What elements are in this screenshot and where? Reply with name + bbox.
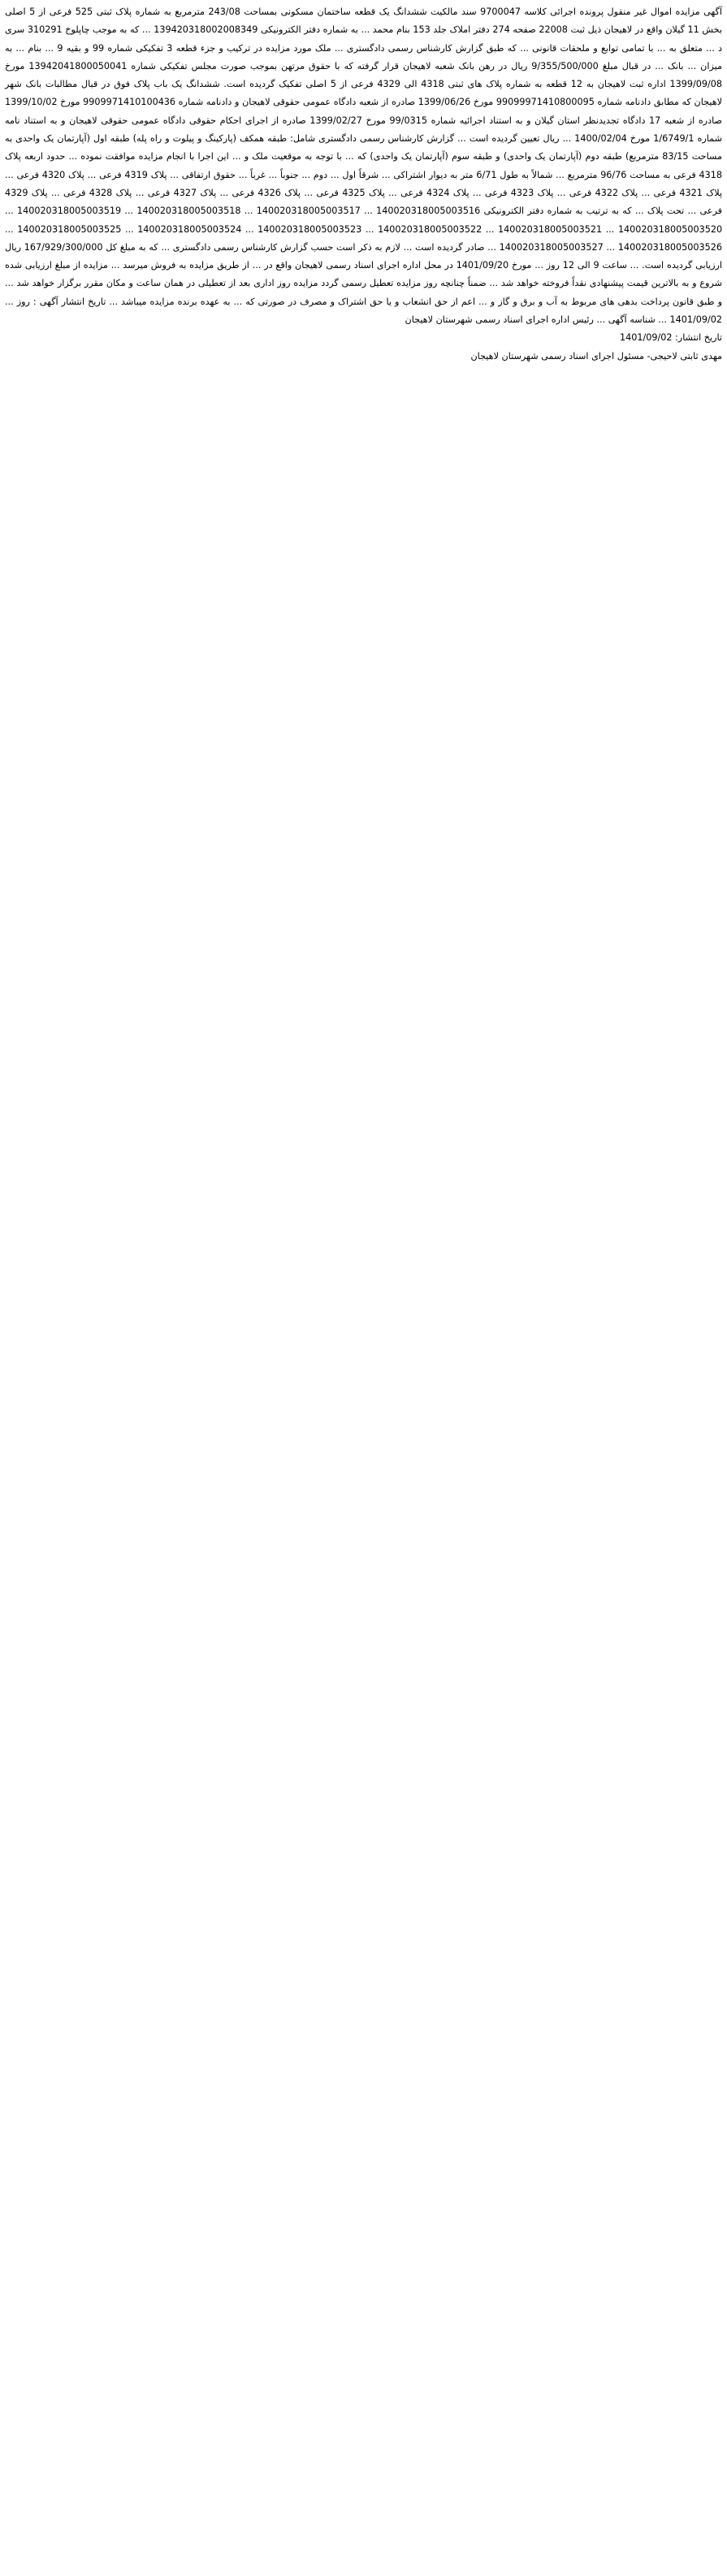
notice-body: آگهی مزایده اموال غیر منقول پرونده اجرائی کلاسه 9700047 سند مالکیت ششدانگ یک قطعه ساختمان مسکونی بمساحت 243/08 مترمربع به شماره پلاک ثبتی 525 فرعی از 5 اصلی بخش 11 گیلان واقع در لاهیجان ذیل ثبت 22008 صفحه 274 دفتر املاک جلد 153 بنام محمد ... به شماره دفتر الکترونیکی 139420318002008349 ... که به موجب چاپلوخ 310291 سری د ... متعلق به ... با تمامی توابع و ملحقات قانونی ... که طبق گزارش کارشناس رسمی دادگستری ... ملک مورد مزایده در ترکیب و جزء قطعه 3 تفکیکی شماره 99 و بقیه 9 ... بنام ... به میزان ... بانک ... در قبال مبلغ 9/355/500/000 ریال در رهن بانک شعبه لاهیجان قرار گرفته که با حقوق مرتهن بموجب صورت مجلس تفکیکی شماره 13942041800050041 مورخ 1399/09/08 اداره ثبت لاهیجان به 12 قطعه به شماره پلاک های ثبتی 4318 الی 4329 فرعی از 5 اصلی تفکیک گردیده است. ششدانگ یک باب پلاک فوق در قبال مطالبات بانک شهر لاهیجان که مطابق دادنامه شماره 99099971410800095 مورخ 1399/06/26 صادره از شعبه دادگاه عمومی حقوقی لاهیجان و دادنامه شماره 9909971410100436 مورخ 1399/10/02 صادره از شعبه 17 دادگاه تجدیدنظر استان گیلان و به استناد اجرائیه شماره 99/0315 مورخ 1399/02/27 صادره از اجرای احکام حقوقی دادگاه عمومی حقوقی لاهیجان و به استناد نامه شماره 1/6749/1 مورخ 1400/02/04 ... ریال تعیین گردیده است ... گزارش کارشناس رسمی دادگستری شامل: طبقه همکف (پارکینگ و پیلوت و راه پله) طبقه اول (آپارتمان یک واحدی به مساحت 83/15 مترمربع) طبقه دوم (آپارتمان یک واحدی) و طبقه سوم (آپارتمان یک واحدی) که ... با توجه به موقعیت ملک و ... این اجرا با انجام مزایده موافقت نموده ... حدود اربعه پلاک 4318 فرعی به مساحت 96/76 مترمربع ... شمالاً به طول 6/71 متر به دیوار اشتراکی ... شرقاً اول ... دوم ... جنوباً ... غرباً ... حقوق ارتفاقی ... پلاک 4319 فرعی ... پلاک 4320 فرعی ... پلاک 4321 فرعی ... پلاک 4322 فرعی ... پلاک 4323 فرعی ... پلاک 4324 فرعی ... پلاک 4325 فرعی ... پلاک 4326 فرعی ... پلاک 4327 فرعی ... پلاک 4328 فرعی ... پلاک 4329 فرعی ... تحت پلاک ... که به ترتیب به شماره دفتر الکترونیکی 140020318005003516 ... 140020318005003517 ... 140020318005003518 ... 140020318005003519 ... 140020318005003520 ... 140020318005003521 ... 140020318005003522 ... 140020318005003523 ... 140020318005003524 ... 140020318005003525 ... 140020318005003526 ... 140020318005003527 ... صادر گردیده است ... لازم به ذکر است حسب گزارش کارشناس رسمی دادگستری ... که به مبلغ کل 167/929/300/000 ریال ارزیابی گردیده است. ... ساعت 9 الی 12 روز ... مورخ 1401/09/20 در محل اداره اجرای اسناد رسمی لاهیجان واقع در ... از طریق مزایده به فروش میرسد ... مزایده از مبلغ ارزیابی شده شروع و به بالاترین قیمت پیشنهادی نقداً فروخته خواهد شد ... ضمناً چنانچه روز مزایده تعطیل رسمی گردد مزایده روز اداری بعد از تعطیلی در همان ساعت و مکان مقرر برگزار خواهد شد ... و طبق قانون پرداخت بدهی های مربوط به آب و برق و گاز و ... اعم از حق انشعاب و یا حق اشتراک و مصرف در صورتی که ... به عهده برنده مزایده میباشد ... تاریخ انتشار آگهی : روز ... 1401/09/02 ... شناسه آگهی ... رئیس اداره اجرای اسناد رسمی شهرستان لاهیجان — [5, 6, 723, 326]
notice-date: تاریخ انتشار: 1401/09/02 — [619, 332, 722, 344]
notice-signature: مهدی ثابتی لاحیجی- مسئول اجرای اسناد رسمی شهرستان لاهیجان — [470, 350, 722, 362]
